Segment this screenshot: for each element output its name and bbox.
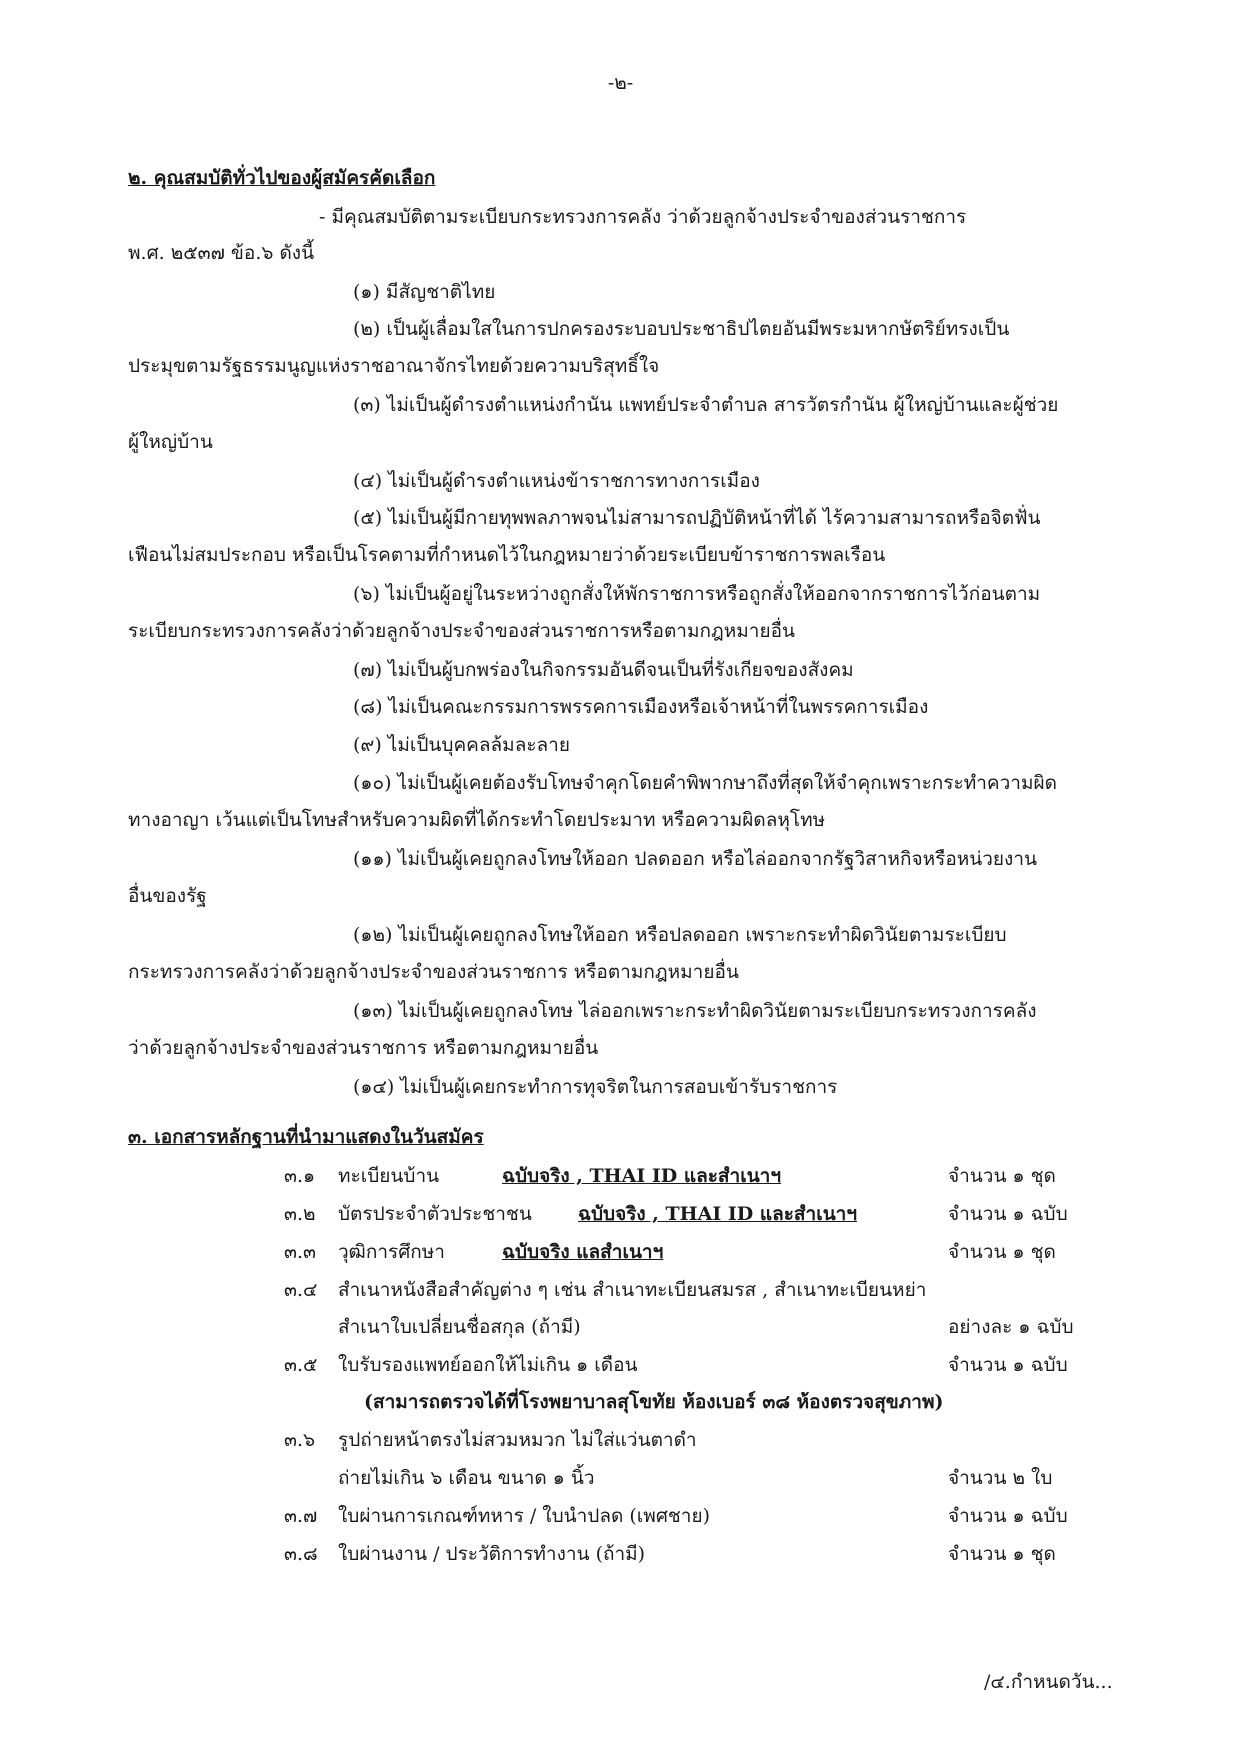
doc-3-6-number: ๓.๖ [284, 1429, 316, 1451]
qualification-item-12-cont: กระทรวงการคลังว่าด้วยลูกจ้างประจำของส่วนราชการ หรือตามกฎหมายอื่น [128, 961, 739, 983]
medical-check-note: (สามารถตรวจได้ที่โรงพยาบาลสุโขทัย ห้องเบอร์ ๓๘ ห้องตรวจสุขภาพ) [364, 1391, 944, 1413]
doc-3-6-name: รูปถ่ายหน้าตรงไม่สวมหมวก ไม่ใส่แว่นตาดำ [338, 1429, 697, 1451]
section-2-intro-line1: - มีคุณสมบัติตามระเบียบกระทรวงการคลัง ว่าด้วยลูกจ้างประจำของส่วนราชการ [319, 206, 967, 228]
doc-3-4-name-cont: สำเนาใบเปลี่ยนชื่อสกุล (ถ้ามี) [338, 1316, 581, 1338]
section-2-intro-line2: พ.ศ. ๒๕๓๗ ข้อ.๖ ดังนี้ [128, 242, 315, 264]
doc-3-8-number: ๓.๘ [284, 1543, 318, 1565]
qualification-item-4: (๔) ไม่เป็นผู้ดำรงตำแหน่งข้าราชการทางการเมือง [353, 470, 760, 492]
doc-3-3-name: วุฒิการศึกษา [338, 1241, 445, 1263]
doc-3-1-qty: จำนวน ๑ ชุด [948, 1165, 1056, 1187]
qualification-item-9: (๙) ไม่เป็นบุคคลล้มละลาย [353, 734, 570, 756]
doc-3-3-qty: จำนวน ๑ ชุด [948, 1241, 1056, 1263]
qualification-item-11: (๑๑) ไม่เป็นผู้เคยถูกลงโทษให้ออก ปลดออก หรือไล่ออกจากรัฐวิสาหกิจหรือหน่วยงาน [353, 848, 1037, 870]
doc-3-5-qty: จำนวน ๑ ฉบับ [948, 1354, 1068, 1376]
qualification-item-5-cont: เฟือนไม่สมประกอบ หรือเป็นโรคตามที่กำหนดไว้ในกฎหมายว่าด้วยระเบียบข้าราชการพลเรือน [128, 544, 886, 566]
doc-3-2-name: บัตรประจำตัวประชาชน [338, 1203, 532, 1225]
qualification-item-1: (๑) มีสัญชาติไทย [353, 281, 496, 303]
qualification-item-6-cont: ระเบียบกระทรวงการคลังว่าด้วยลูกจ้างประจำของส่วนราชการหรือตามกฎหมายอื่น [128, 620, 795, 642]
doc-3-5-name: ใบรับรองแพทย์ออกให้ไม่เกิน ๑ เดือน [338, 1354, 638, 1376]
qualification-item-8: (๘) ไม่เป็นคณะกรรมการพรรคการเมืองหรือเจ้าหน้าที่ในพรรคการเมือง [353, 696, 929, 718]
doc-3-7-qty: จำนวน ๑ ฉบับ [948, 1505, 1068, 1527]
qualification-item-6: (๖) ไม่เป็นผู้อยู่ในระหว่างถูกสั่งให้พักราชการหรือถูกสั่งให้ออกจากราชการไว้ก่อนตาม [353, 583, 1041, 605]
qualification-item-13: (๑๓) ไม่เป็นผู้เคยถูกลงโทษ ไล่ออกเพราะกระทำผิดวินัยตามระเบียบกระทรวงการคลัง [353, 1000, 1037, 1022]
doc-3-3-copy: ฉบับจริง แลสำเนาฯ [502, 1241, 664, 1263]
section-3-heading: ๓. เอกสารหลักฐานที่นำมาแสดงในวันสมัคร [128, 1126, 484, 1148]
qualification-item-2: (๒) เป็นผู้เลื่อมใสในการปกครองระบอบประชาธิปไตยอันมีพระมหากษัตริย์ทรงเป็น [353, 318, 1010, 340]
section-2-heading: ๒. คุณสมบัติทั่วไปของผู้สมัครคัดเลือก [128, 167, 436, 189]
doc-3-2-number: ๓.๒ [284, 1203, 316, 1225]
qualification-item-5: (๕) ไม่เป็นผู้มีกายทุพพลภาพจนไม่สามารถปฏิบัติหน้าที่ได้ ไร้ความสามารถหรือจิตฟั่น [353, 507, 1041, 529]
doc-3-4-number: ๓.๔ [284, 1279, 318, 1301]
doc-3-1-copy: ฉบับจริง , THAI ID และสำเนาฯ [502, 1165, 782, 1187]
doc-3-2-qty: จำนวน ๑ ฉบับ [948, 1203, 1068, 1225]
qualification-item-7: (๗) ไม่เป็นผู้บกพร่องในกิจกรรมอันดีจนเป็นที่รังเกียจของสังคม [353, 659, 854, 681]
next-page-indicator: /๔.กำหนดวัน... [984, 1671, 1113, 1693]
doc-3-3-number: ๓.๓ [284, 1241, 317, 1263]
doc-3-7-number: ๓.๗ [284, 1505, 318, 1527]
doc-3-6-qty: จำนวน ๒ ใบ [948, 1467, 1053, 1489]
doc-3-5-number: ๓.๕ [284, 1354, 318, 1376]
doc-3-1-name: ทะเบียนบ้าน [338, 1165, 440, 1187]
doc-3-1-number: ๓.๑ [284, 1165, 316, 1187]
doc-3-2-copy: ฉบับจริง , THAI ID และสำเนาฯ [578, 1203, 858, 1225]
qualification-item-10: (๑๐) ไม่เป็นผู้เคยต้องรับโทษจำคุกโดยคำพิพากษาถึงที่สุดให้จำคุกเพราะกระทำความผิด [353, 772, 1057, 794]
qualification-item-13-cont: ว่าด้วยลูกจ้างประจำของส่วนราชการ หรือตามกฎหมายอื่น [128, 1037, 599, 1059]
doc-3-8-qty: จำนวน ๑ ชุด [948, 1543, 1056, 1565]
qualification-item-11-cont: อื่นของรัฐ [128, 885, 207, 907]
qualification-item-3: (๓) ไม่เป็นผู้ดำรงตำแหน่งกำนัน แพทย์ประจำตำบล สารวัตรกำนัน ผู้ใหญ่บ้านและผู้ช่วย [353, 394, 1059, 416]
doc-3-6-name-cont: ถ่ายไม่เกิน ๖ เดือน ขนาด ๑ นิ้ว [338, 1467, 595, 1489]
doc-3-4-qty: อย่างละ ๑ ฉบับ [948, 1316, 1074, 1338]
doc-3-8-name: ใบผ่านงาน / ประวัติการทำงาน (ถ้ามี) [338, 1543, 646, 1565]
qualification-item-10-cont: ทางอาญา เว้นแต่เป็นโทษสำหรับความผิดที่ได้กระทำโดยประมาท หรือความผิดลหุโทษ [128, 809, 826, 831]
doc-3-4-name: สำเนาหนังสือสำคัญต่าง ๆ เช่น สำเนาทะเบียนสมรส , สำเนาทะเบียนหย่า [338, 1279, 927, 1301]
doc-3-7-name: ใบผ่านการเกณฑ์ทหาร / ใบนำปลด (เพศชาย) [338, 1505, 710, 1527]
qualification-item-12: (๑๒) ไม่เป็นผู้เคยถูกลงโทษให้ออก หรือปลดออก เพราะกระทำผิดวินัยตามระเบียบ [353, 924, 1007, 946]
qualification-item-3-cont: ผู้ใหญ่บ้าน [128, 431, 213, 453]
qualification-item-14: (๑๔) ไม่เป็นผู้เคยกระทำการทุจริตในการสอบเข้ารับราชการ [353, 1076, 838, 1098]
qualification-item-2-cont: ประมุขตามรัฐธรรมนูญแห่งราชอาณาจักรไทยด้วยความบริสุทธิ์ใจ [128, 355, 660, 377]
page-number: -๒- [607, 72, 634, 94]
